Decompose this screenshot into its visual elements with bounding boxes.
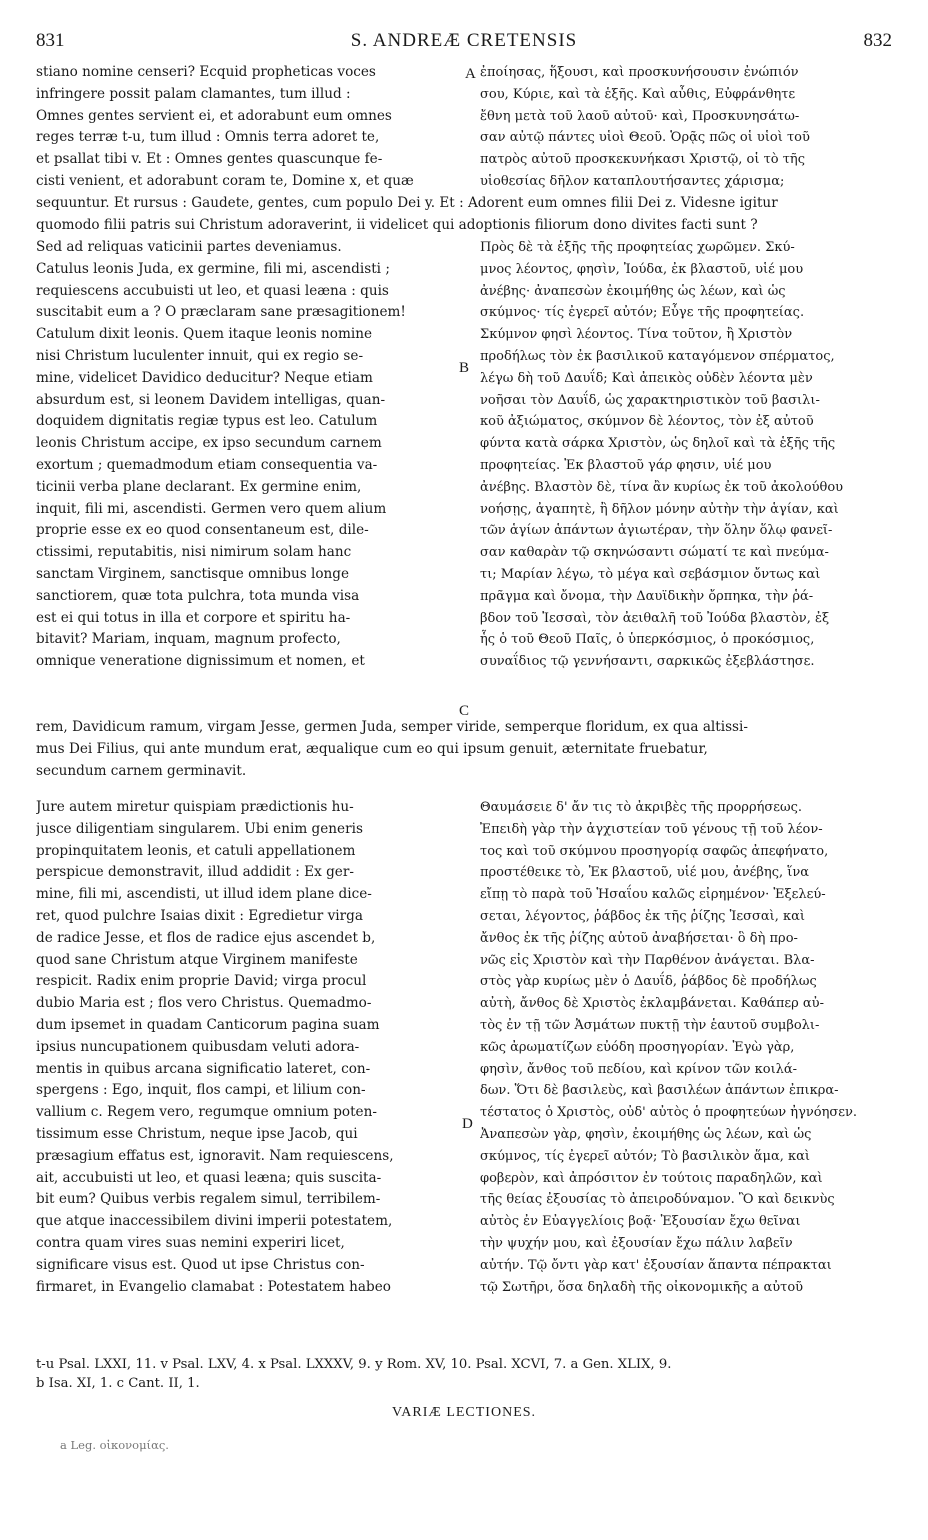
text-line: stiano nomine censeri? Ecquid propheticas voces [36, 64, 376, 80]
text-line: κοῦ ἀξιώματος, σκύμνον δὲ λέοντος, τὸν ἐξ αὐτοῦ [480, 414, 814, 430]
text-line: dubio Maria est ; flos vero Christus. Quemadmo- [36, 995, 372, 1012]
text-line: αὐτήν. Τῷ ὄντι γὰρ κατ' ἐξουσίαν ἅπαντα πέπρακται [480, 1257, 832, 1273]
page-title: S. ANDREÆ CRETENSIS [350, 30, 578, 51]
text-line: omnique veneratione dignissimum et nomen, et [36, 653, 365, 670]
text-line: mine, videlicet Davidico deducitur? Neque etiam [36, 369, 373, 386]
text-line: υἱοθεσίας δῆλον καταπλουτήσαντες χάρισμα; [480, 173, 785, 189]
text-line: εἴπῃ τὸ παρὰ τοῦ Ἡσαΐου καλῶς εἰρημένον· Ἐξελεύ- [480, 887, 826, 903]
text-line: bitavit? Mariam, inquam, magnum profecto, [36, 631, 341, 648]
text-line: ret, quod pulchre Isaias dixit : Egredietur virga [36, 907, 363, 924]
greek-column-block-2 [480, 237, 892, 673]
text-line: Πρὸς δὲ τὰ ἑξῆς τῆς προφητείας χωρῶμεν. Σκύ- [480, 240, 795, 255]
text-line: τέστατος ὁ Χριστὸς, οὐδ' αὐτὸς ὁ προφητεύων ἠγνόησεν. [480, 1105, 858, 1121]
text-line: propinquitatem leonis, et catuli appellationem [36, 842, 356, 859]
text-line: proprie esse ex eo quod consentaneum est, dile- [36, 522, 369, 539]
text-line: σεται, λέγοντος, ῥάβδος ἐκ τῆς ῥίζης Ἰεσσαὶ, καὶ [480, 908, 805, 924]
text-line: tissimum esse Christum, neque ipse Jacob, qui [36, 1125, 358, 1142]
text-line: προδήλως τὸν ἐκ βασιλικοῦ καταγόμενον σπέρματος, [480, 348, 835, 364]
text-line: τι; Μαρίαν λέγω, τὸ μέγα καὶ σεβάσμιον ὄντως καὶ [480, 566, 821, 582]
text-line: σου, Κύριε, καὶ τὰ ἑξῆς. Καὶ αὖθις, Εὐφράνθητε [480, 86, 796, 102]
text-line: secundum carnem germinavit. [36, 762, 247, 779]
text-line: sequuntur. Et rursus : Gaudete, gentes, cum populo Dei y. Et : Adorent eum omnes filii Dei z. Videsne igitur [36, 195, 778, 211]
page-header [36, 30, 892, 58]
text-line: πατρὸς αὐτοῦ προσκεκυνήκασι Χριστῷ, οἱ τὸ τῆς [480, 152, 805, 168]
text-line: συναΐδιος τῷ γεννήσαντι, σαρκικῶς ἐξεβλάστησε. [480, 654, 815, 670]
text-line: σκύμνος· τίς ἐγερεῖ αὐτόν; Εὖγε τῆς προφητείας. [480, 305, 805, 321]
scripture-references [36, 1355, 892, 1393]
text-line: αὐτὸς ἐν Εὐαγγελίοις βοᾷ· Ἐξουσίαν ἔχω θεῖναι [480, 1214, 801, 1230]
text-line: jusce diligentiam singularem. Ubi enim generis [36, 820, 363, 837]
text-line: νῶς εἰς Χριστὸν καὶ τὴν Παρθένον ἀνάγεται. Βλα- [480, 952, 815, 968]
section-marker-c: C [459, 703, 470, 719]
text-line: σκύμνος, τίς ἐγερεῖ αὐτόν; Τὸ βασιλικὸν ἅμα, καὶ [480, 1148, 811, 1164]
text-line: ipsius nuncupationem quibusdam veluti adora- [36, 1038, 360, 1055]
text-line: mentis in quibus arcana significatio lateret, con- [36, 1060, 371, 1077]
text-line: cisti venient, et adorabunt coram te, Domine x, et quæ [36, 172, 414, 189]
text-line: inquit, fili mi, ascendisti. Germen vero quem alium [36, 500, 387, 517]
text-line: requiescens accubuisti ut leo, et quasi leæna : quis [36, 282, 389, 299]
text-line: φοβερὸν, καὶ ἀπρόσιτον ἐν τούτοις παραδηλῶν, καὶ [480, 1170, 823, 1186]
latin-column-block-1 [36, 62, 464, 193]
text-line: respicit. Radix enim proprie David; virga procul [36, 973, 367, 990]
text-line: φησὶν, ἄνθος τοῦ πεδίου, καὶ κρίνον τῶν κοιλά- [480, 1061, 798, 1077]
text-line: δων. Ὅτι δὲ βασιλεὺς, καὶ βασιλέων ἁπάντων ἐπικρα- [480, 1083, 839, 1099]
text-line: doquidem dignitatis regiæ typus est leo. Catulum [36, 413, 378, 430]
text-line: σαν καθαρὰν τῷ σκηνώσαντι σώματί τε καὶ πνεύμα- [480, 545, 829, 561]
text-line: absurdum est, si leonem Davidem intelligas, quan- [36, 391, 386, 408]
section-marker-d: D [462, 1116, 473, 1132]
text-line: præsagium effatus est, ignoravit. Nam requiescens, [36, 1147, 394, 1164]
text-line: vallium c. Regem vero, regumque omnium poten- [36, 1104, 377, 1121]
text-line: est ei qui totus in illa et corpore et spiritu ha- [36, 609, 351, 626]
text-line: νοήσῃς, ἀγαπητὲ, ἢ δῆλον μόνην αὐτὴν τὴν ἁγίαν, καὶ [480, 501, 839, 517]
text-line: ἧς ὁ τοῦ Θεοῦ Παῖς, ὁ ὑπερκόσμιος, ὁ προκόσμιος, [480, 632, 815, 648]
text-line: ἀνέβης. Βλαστὸν δὲ, τίνα ἂν κυρίως ἐκ τοῦ ἀκολούθου [480, 479, 844, 495]
text-line: dum ipsemet in quadam Canticorum pagina suam [36, 1016, 380, 1033]
full-width-paragraph-2 [36, 717, 892, 782]
text-line: τῷ Σωτῆρι, ὅσα δηλαδὴ τῆς οἰκονομικῆς a αὐτοῦ [480, 1279, 804, 1295]
text-line: sanctam Virginem, sanctisque omnibus longe [36, 565, 350, 582]
text-line: αὐτὴ, ἄνθος δὲ Χριστὸς ἐκλαμβάνεται. Καθάπερ αὐ- [480, 996, 824, 1012]
latin-column-block-2 [36, 237, 464, 673]
text-line: mus Dei Filius, qui ante mundum erat, æqualique cum eo qui ipsum genuit, æternitate fruebatur, [36, 740, 708, 757]
text-line: sanctiorem, quæ tota pulchra, tota munda visa [36, 587, 360, 604]
text-line: infringere possit palam clamantes, tum illud : [36, 85, 351, 102]
text-line: spergens : Ego, inquit, flos campi, et lilium con- [36, 1082, 366, 1099]
text-line: τῶν ἁγίων ἁπάντων ἁγιωτέραν, τὴν ὅλην ὅλῳ φανεῖ- [480, 523, 833, 539]
text-line: leonis Christum accipe, ex ipso secundum carnem [36, 435, 382, 452]
text-line: Θαυμάσειε δ' ἄν τις τὸ ἀκριβὲς τῆς προρρήσεως. [480, 800, 802, 815]
text-line: μνος λέοντος, φησὶν, Ἰούδα, ἐκ βλαστοῦ, υἱέ μου [480, 261, 804, 277]
text-line: perspicue demonstravit, illud addidit : Ex ger- [36, 864, 354, 881]
section-marker-a: A [465, 66, 476, 82]
text-line: ctissimi, reputabitis, nisi nimirum solam hanc [36, 544, 352, 561]
text-line: ἄνθος ἐκ τῆς ῥίζης αὐτοῦ ἀναβήσεται· ὃ δὴ προ- [480, 930, 798, 946]
text-line: προφητείας. Ἐκ βλαστοῦ γάρ φησιν, υἱέ μου [480, 457, 772, 473]
text-line: νοῆσαι τὸν Δαυΐδ, ὡς χαρακτηριστικὸν τοῦ βασιλι- [480, 392, 820, 408]
variae-lectiones-note: a Leg. οἰκονομίας. [60, 1438, 169, 1452]
text-line: significare visus est. Quod ut ipse Christus con- [36, 1256, 365, 1273]
text-line: Jure autem miretur quispiam prædictionis hu- [36, 799, 354, 815]
text-line: b Isa. XI, 1. c Cant. II, 1. [36, 1376, 200, 1391]
page-number-right: 832 [863, 30, 892, 51]
text-line: ἐποίησας, ἥξουσι, καὶ προσκυνήσουσιν ἐνώπιόν [480, 65, 799, 80]
text-line: Catulum dixit leonis. Quem itaque leonis nomine [36, 326, 373, 343]
text-line: στὸς γὰρ κυρίως μὲν ὁ Δαυΐδ, ῥάβδος δὲ προδήλως [480, 974, 817, 990]
text-line: Catulus leonis Juda, ex germine, fili mi, ascendisti ; [36, 260, 390, 277]
text-line: τὴν ψυχήν μου, καὶ ἐξουσίαν ἔχω πάλιν λαβεῖν [480, 1235, 793, 1251]
text-line: suscitabit eum a ? O præclaram sane præsagitionem! [36, 304, 406, 321]
text-line: rem, Davidicum ramum, virgam Jesse, germen Juda, semper viride, semperque floridum, ex qua altissi- [36, 719, 748, 735]
text-line: σαν αὐτῷ πάντες υἱοὶ Θεοῦ. Ὁρᾷς πῶς οἱ υἱοὶ τοῦ [480, 130, 810, 146]
greek-column-block-1 [480, 62, 892, 193]
text-line: que atque inaccessibilem divini imperii potestatem, [36, 1213, 393, 1230]
text-line: τος καὶ τοῦ σκύμνου προσηγορίᾳ σαφῶς ἀπεφήνατο, [480, 843, 829, 859]
text-line: reges terræ t-u, tum illud : Omnis terra adoret te, [36, 129, 380, 146]
full-width-paragraph-1 [36, 193, 892, 237]
text-line: ait, accubuisti ut leo, et quasi leæna; quis suscita- [36, 1169, 382, 1186]
text-line: et psallat tibi v. Et : Omnes gentes quascunque fe- [36, 151, 383, 168]
text-line: de radice Jesse, et flos de radice ejus ascendet b, [36, 929, 376, 946]
text-line: βδον τοῦ Ἰεσσαὶ, τὸν ἀειθαλῆ τοῦ Ἰούδα βλαστὸν, ἐξ [480, 610, 830, 626]
page-number-left: 831 [36, 30, 65, 51]
text-line: Sed ad reliquas vaticinii partes deveniamus. [36, 239, 342, 255]
latin-column-block-3 [36, 797, 464, 1298]
text-line: quomodo filii patris sui Christum adoraverint, ii videlicet qui adoptionis filiorum dono divites facti sunt ? [36, 216, 758, 233]
text-line: quod sane Christum atque Virginem manifeste [36, 951, 358, 968]
text-line: κῶς ἀρωματίζων εὐόδη προσηγορίαν. Ἐγὼ γὰρ, [480, 1039, 795, 1055]
text-line: πρᾶγμα καὶ ὄνομα, τὴν Δαυϊδικὴν ὄρπηκα, τὴν ῥά- [480, 588, 814, 604]
text-line: exortum ; quemadmodum etiam consequentia va- [36, 456, 378, 473]
text-line: Σκύμνον φησὶ λέοντος. Τίνα τοῦτον, ἢ Χριστὸν [480, 327, 793, 343]
text-line: προστέθεικε τὸ, Ἐκ βλαστοῦ, υἱέ μου, ἀνέβης, ἵνα [480, 865, 810, 881]
text-line: Ἀναπεσὼν γὰρ, φησὶν, ἐκοιμήθης ὡς λέων, καὶ ὡς [480, 1126, 812, 1142]
variae-lectiones-heading: VARIÆ LECTIONES. [391, 1405, 537, 1420]
text-line: τῆς θείας ἐξουσίας τὸ ἀπειροδύναμον. Ὃ καὶ δεικνὺς [480, 1192, 835, 1208]
text-line: t-u Psal. LXXI, 11. v Psal. LXV, 4. x Psal. LXXXV, 9. y Rom. XV, 10. Psal. XCVI, 7. a Gen. XLIX, 9. [36, 1357, 672, 1372]
text-line: Ἐπειδὴ γὰρ τὴν ἀγχιστείαν τοῦ γένους τῇ τοῦ λέον- [480, 821, 823, 837]
text-line: ἔθνη μετὰ τοῦ λαοῦ αὐτοῦ· καὶ, Προσκυνησάτω- [480, 108, 800, 124]
text-line: φύντα κατὰ σάρκα Χριστὸν, ὡς δηλοῖ καὶ τὰ ἑξῆς τῆς [480, 436, 836, 452]
greek-column-block-3 [480, 797, 892, 1298]
text-line: contra quam vires suas nemini experiri licet, [36, 1234, 345, 1251]
text-line: firmaret, in Evangelio clamabat : Potestatem habeo [36, 1278, 391, 1295]
text-line: bit eum? Quibus verbis regalem simul, terribilem- [36, 1191, 381, 1208]
text-line: nisi Christum luculenter innuit, qui ex regio se- [36, 347, 364, 364]
text-line: ἀνέβης· ἀναπεσὼν ἐκοιμήθης ὡς λέων, καὶ ὡς [480, 283, 786, 299]
section-marker-b: B [459, 360, 470, 376]
text-line: τὸς ἐν τῇ τῶν Ἀσμάτων πυκτῇ τὴν ἑαυτοῦ συμβολι- [480, 1017, 820, 1033]
text-line: ticinii verba plane declarant. Ex germine enim, [36, 478, 362, 495]
text-line: Omnes gentes servient ei, et adorabunt eum omnes [36, 107, 392, 124]
text-line: mine, fili mi, ascendisti, ut illud idem plane dice- [36, 886, 372, 903]
text-line: λέγω δὴ τοῦ Δαυΐδ; Καὶ ἀπεικὸς οὐδὲν λέοντα μὲν [480, 370, 813, 386]
